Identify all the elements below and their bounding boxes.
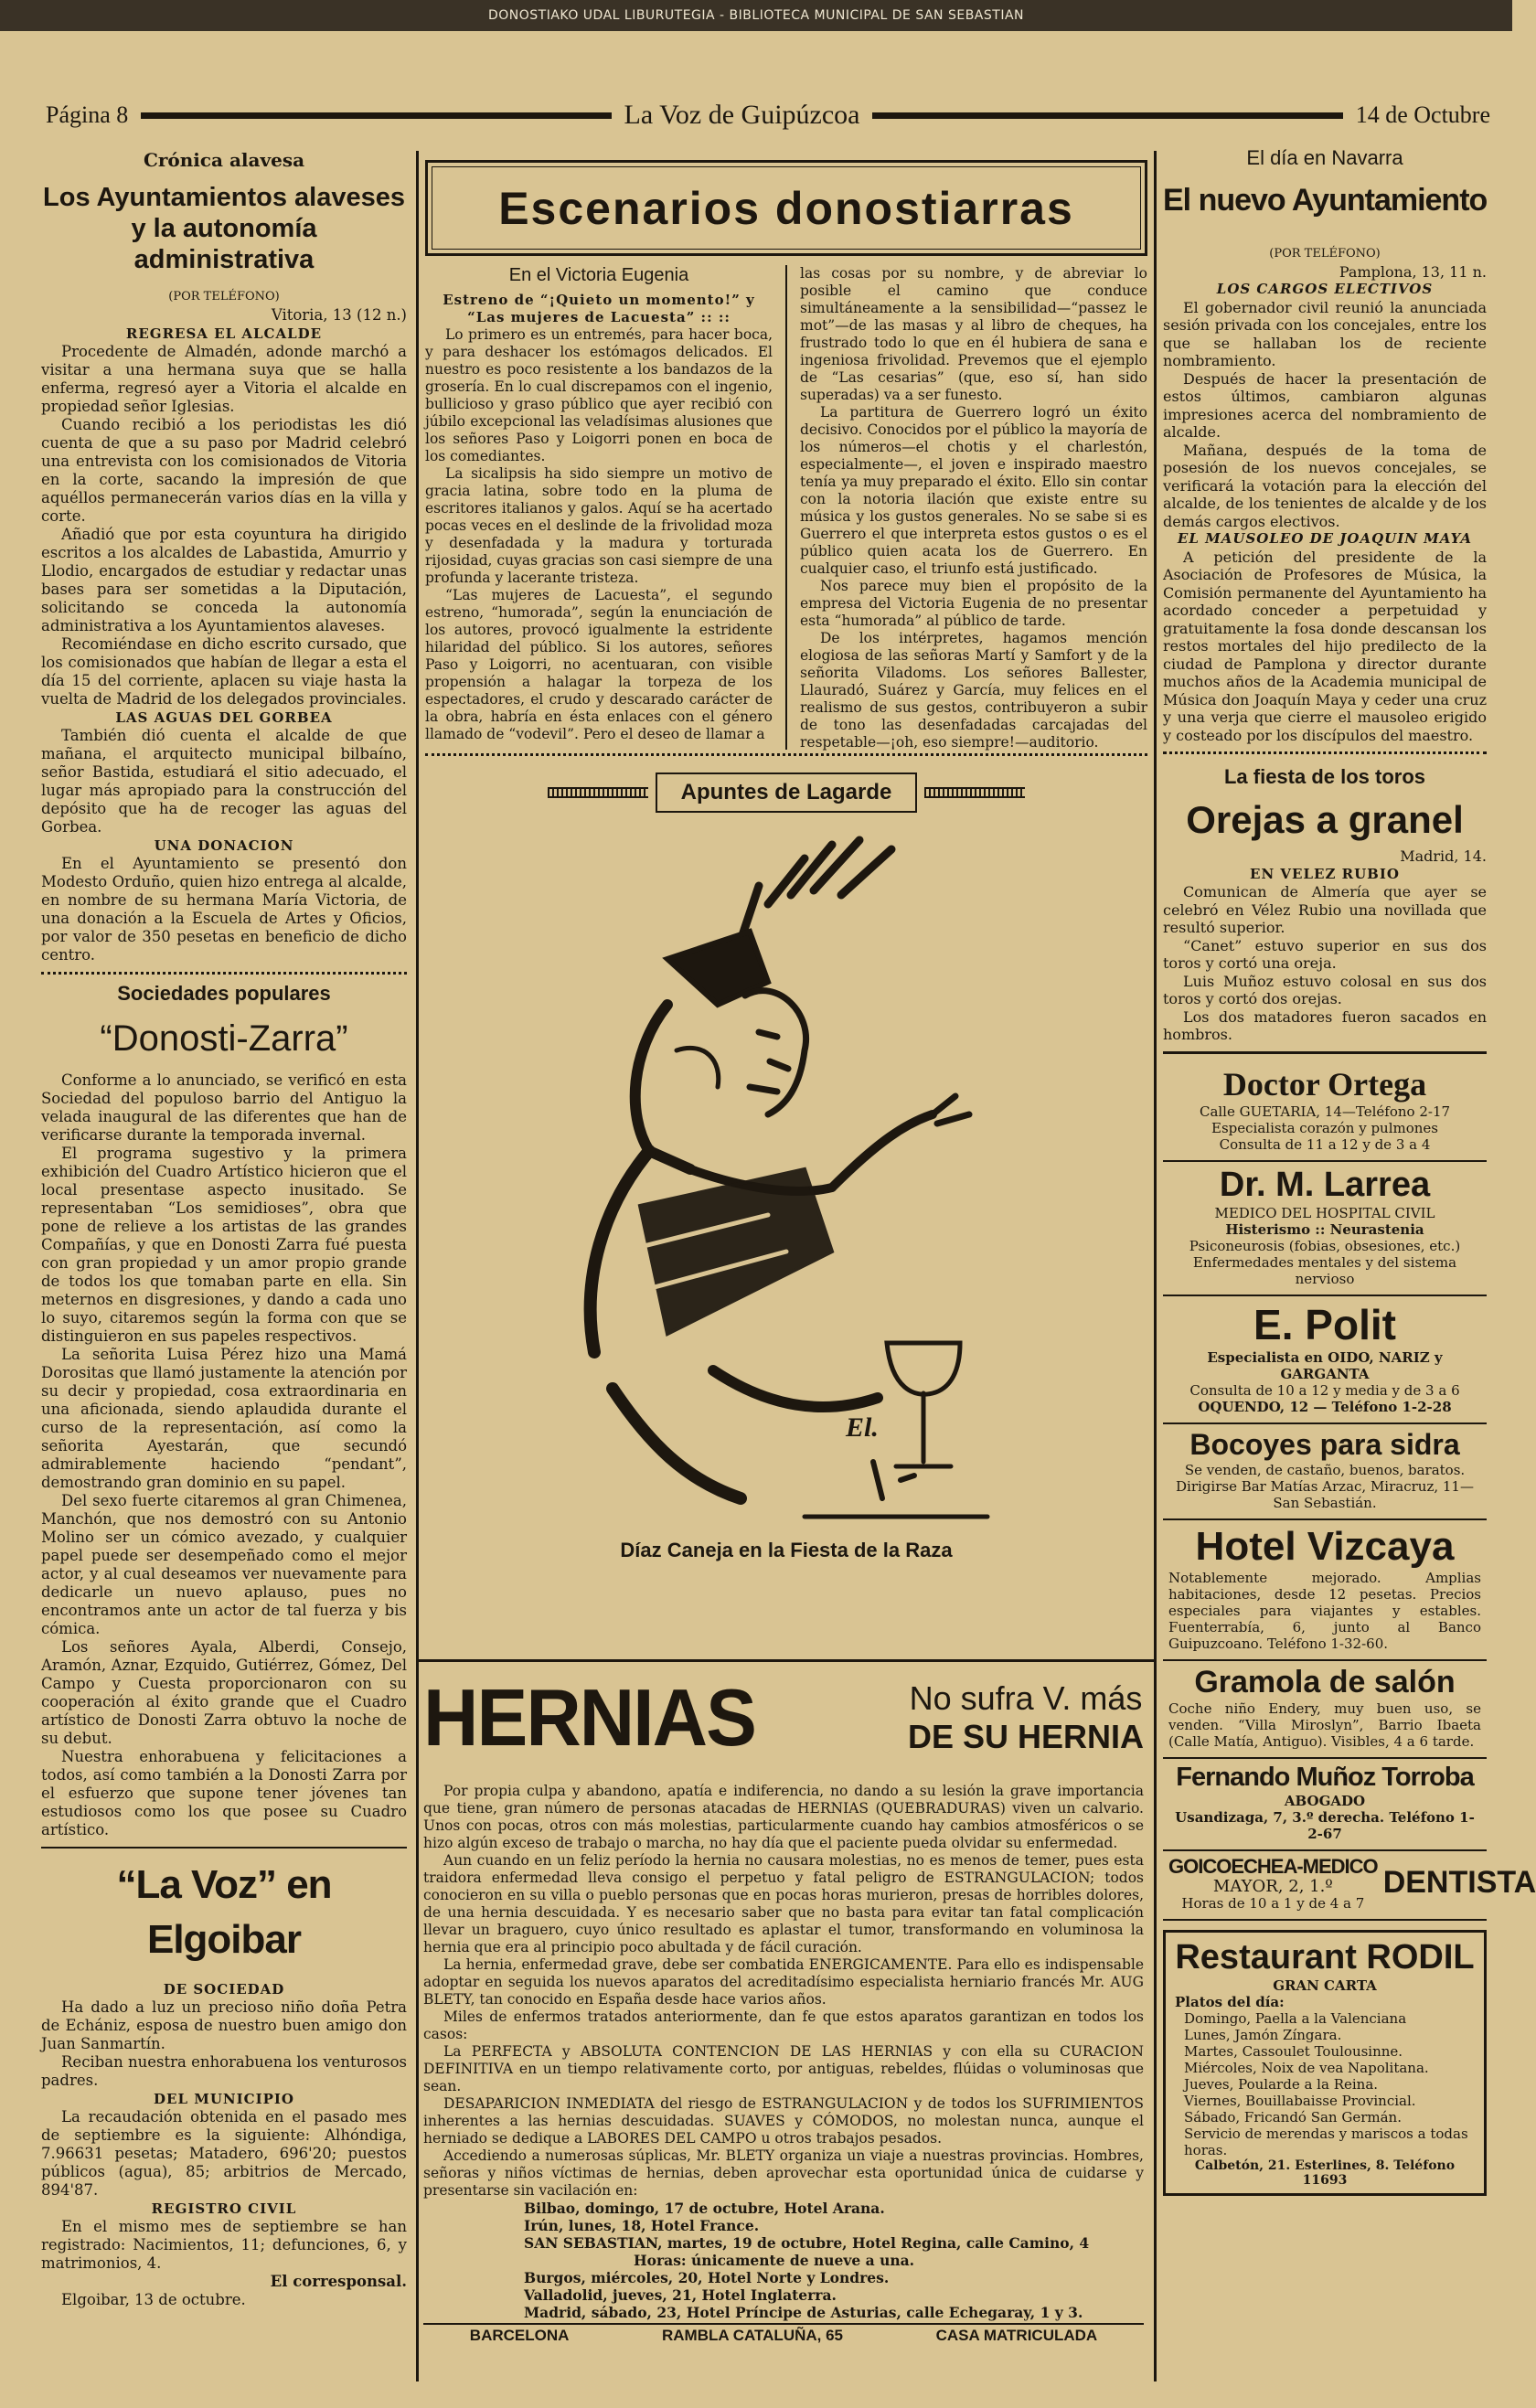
issue-date: 14 de Octubre [1355,101,1490,128]
ad-e-polit [1163,1296,1487,1424]
article-headline: “La Voz” en Elgoibar [116,1862,332,1962]
ad-line: Notablemente mejorado. Amplias habitaciones, desde 12 pesetas. Precios especiales para viajantes y estables. Fuenterrabía, 6, junto al Banco Guipuzcoano. Teléfono 1-32-60. [1168,1569,1481,1652]
subhead: Estreno de “¡Quieto un momento!” y “Las mujeres de Lacuesta” :: :: [443,292,755,325]
article-headline: Orejas a granel [1186,798,1464,841]
paragraph: Accediendo a numerosas súplicas, Mr. BLETY organiza un viaje a nuestras provincias. Hombres, señoras y niños víctimas de hernias, deben aprovechar esta oportunidad única de cuidarse y presentarse sin vacilación en: [423,2147,1144,2199]
menu-item: Miércoles, Noix de vea Napolitana. [1184,2059,1429,2076]
paragraph: El gobernador civil reunió la anunciada sesión privada con los concejales, entre los que se hallaban los de reciente nombramiento. [1163,298,1487,369]
ad-footer: RAMBLA CATALUÑA, 65 [662,2327,844,2344]
paragraph: Nuestra enhorabuena y felicitaciones a todos, así como también a la Donosti Zarra por el esfuerzo que supone tener jóvenes tan estudiosos como los que posee su Cuadro artístico. [41,1748,407,1838]
byline: (POR TELÉFONO) [168,290,280,304]
venue-line: Bilbao, domingo, 17 de octubre, Hotel Arana. [524,2200,885,2217]
paragraph: Por propia culpa y abandono, apatía e indiferencia, no dando a su lesión la grave importancia que tiene, gran número de personas atacadas de HERNIAS (QUEBRADURAS) viven un calvario. Unos con pocas, otros con más molestias, particularmente cuando hay cambios atmosféricos o se hizo algún exceso de trabajo o marcha, no hay día que el paciente pueda olvidar su enfermedad. [423,1783,1144,1851]
subhead: LOS CARGOS ELECTIVOS [1216,281,1434,297]
paragraph: Luis Muñoz estuvo colosal en sus dos toros y cortó dos orejas. [1163,972,1487,1007]
ad-bocoyes [1163,1424,1487,1520]
separator [41,1847,407,1849]
library-banner: DONOSTIAKO UDAL LIBURUTEGIA - BIBLIOTECA MUNICIPAL DE SAN SEBASTIAN [0,0,1512,31]
paragraph: Del sexo fuerte citaremos al gran Chimenea, Manchón, que nos demostró con su Antonio Molino ser un cómico avezado, y cualquier papel puede ser desempeñado como el mejor actor, y al cual deseamos ver nuevamente para dedicarle un nuevo aplauso, pues no encontramos ante un actor de tal fuerza y bis cómica. [41,1492,407,1637]
paragraph: las cosas por su nombre, y de abreviar lo posible el camino que conduce simultáneamente a la sensibilidad—“passez le mot”—de las masas y al libro de cheques, ha frustrado todo lo que en él hubiera de sana e ingeniosa frivolidad. Prevemos que el ejemplo de “Las cesarias” (que, eso sí, han sido superadas) va a ser funesto. [800,265,1147,403]
subhead: DEL MUNICIPIO [154,2091,294,2107]
paragraph: Comunican de Almería que ayer se celebró en Vélez Rubio una novillada que resultó superior. [1163,883,1487,936]
ad-line: MAYOR, 2, 1.º [1212,1876,1333,1896]
ad-line: Usandizaga, 7, 3.º derecha. Teléfono 1-2-67 [1175,1808,1475,1842]
dateline: Vitoria, 13 (12 n.) [271,306,407,324]
ad-line: Consulta de 11 a 12 y de 3 a 4 [1219,1135,1431,1153]
separator [1163,1051,1487,1054]
paragraph: Mañana, después de la toma de posesión de los nuevos concejales, se verificará la votación para la elección del alcalde, de los tenientes de alcalde y de los demás cargos electivos. [1163,441,1487,530]
subhead: REGISTRO CIVIL [151,2200,297,2217]
ad-line: GRAN CARTA [1273,1976,1377,1994]
paragraph: La sicalipsis ha sido siempre un motivo de gracia latina, sobre todo en la pluma de escritores italianos y galos. Aquí se ha acertado pocas veces en el deslinde de la frivolidad moza y desenfadada y la madura y torturada rijosidad, cuyas gracias son casi siempre de una profunda y lacerante tristeza. [425,465,773,586]
page-header [46,88,1490,143]
header-rule [141,112,611,119]
paragraph: La señorita Luisa Pérez hizo una Mamá Dorositas que llamó justamente la atención por su decir y propiedad, cosa extraordinaria en una aficionada, siendo aplaudida durante el curso de la representación, así como la señorita Ayestarán, que secundó admirablemente haciendo “pendant”, demostrando gran dominio en su papel. [41,1346,407,1491]
paragraph: Recomiéndase en dicho escrito cursado, que los comisionados que habían de llegar a esta el día 15 del corriente, aplacen su viaje hasta la vuelta de Madrid de los delegados provinciales. [41,635,407,708]
ad-headline: HERNIAS [423,1672,755,1763]
cartoon-signature: El. [846,1412,879,1443]
ad-hotel-vizcaya [1163,1520,1487,1661]
venue-line: Madrid, sábado, 23, Hotel Príncipe de Asturias, calle Echegaray, 1 y 3. [524,2304,1083,2321]
ad-restaurant-rodil [1163,1930,1487,2196]
paragraph: “Las mujeres de Lacuesta”, el segundo estreno, “humorada”, según la enunciación de los autores, provocó igualmente la estridente hilaridad del público. Si los autores, señores Paso y Loigorri, no acentuaran, con visible propensión a halagar la torpeza de los espectadores, el crudo y descarado carácter de la obra, habría en ésta enlaces con el género llamado de “vodevil”. Pero el deseo de llamar a [425,587,773,742]
menu-item: Martes, Cassoulet Toulousinne. [1184,2042,1403,2060]
menu-item: Jueves, Poularde a la Reina. [1184,2075,1379,2093]
subhead: UNA DONACION [154,837,294,854]
ad-footer: BARCELONA [469,2327,570,2344]
cartoon-block [425,772,1147,1641]
ad-name: E. Polit [1253,1300,1396,1348]
paragraph: La recaudación obtenida en el pasado mes de septiembre es la siguiente: Alhóndiga, 7.96631 pesetas; Matadero, 696'20; puestos públicos (agua), 85; arbitrios de Mercado, 894'87. [41,2108,407,2199]
paragraph: Después de hacer la presentación de estos últimos, cambiaron algunas impresiones acerca del nombramiento de alcalde. [1163,369,1487,441]
ad-line: Horas de 10 a 1 y de 4 a 7 [1181,1894,1365,1912]
ad-dentista [1163,1851,1536,1921]
ad-name: Dr. M. Larrea [1219,1165,1431,1204]
ad-doctor-ortega [1163,1061,1487,1162]
menu-item: Viernes, Bouillabaisse Provincial. [1184,2092,1416,2109]
ad-name: Restaurant RODIL [1175,1937,1475,1976]
paragraph: Procedente de Almadén, adonde marchó a visitar a una hermana suya que se halla enferma, regresó ayer a Vitoria el alcalde en propiedad señor Iglesias. [41,343,407,415]
venue-line: Horas: únicamente de nueve a una. [634,2252,915,2269]
article-subtitle: En el Victoria Eugenia [508,265,689,285]
ad-line: Psiconeurosis (fobias, obsesiones, etc.) Enfermedades mentales y del sistema nervioso [1189,1237,1461,1287]
cartoon-caption: Díaz Caneja en la Fiesta de la Raza [620,1539,953,1561]
separator [1163,751,1487,754]
section-banner [425,160,1147,256]
paragraph: En el Ayuntamiento se presentó don Modesto Orduño, quien hizo entrega al alcalde, en nombre de su hermana María Victoria, de una donación a la Escuela de Artes y Oficios, por valor de 350 pesetas en beneficio de dicho centro. [41,855,407,964]
ad-name: GOICOECHEA-MEDICO [1168,1854,1378,1878]
ad-footer: CASA MATRICULADA [935,2327,1098,2344]
ad-line: Platos del día: [1175,1993,1285,2010]
paragraph: De los intérpretes, hagamos mención elogiosa de las señoras Martí y Samfort y de la señorita Viladoms. Los señores Ballester, Llauradó, Suárez y García, muy felices en el realismo de sus gestos, contribuyeron a subir de tono las desenfadadas carcajadas del respetable—¡oh, eso siempre!—auditorio. [800,630,1147,751]
subhead: REGRESA EL ALCALDE [125,325,323,342]
ad-line: Se venden, de castaño, buenos, baratos. [1184,1461,1466,1478]
paragraph: Aun cuando en un feliz período la hernia no causara molestias, no es menos de temer, pues esta traidora enfermedad lleva consigo el perpetuo y fatal peligro de ESTRANGULACION; todos conocieron en su villa o pueblo personas que en pocas horas murieron, presas de horribles dolores, de una hernia descuidada. Y es necesario saber que no basta para evitar tan fatal complicación llevar un braguero, cuyo único resultado es aplastar el tumor, transformando en voluminosa la hernia que era al principio poco abultada y de fácil curación. [423,1852,1144,1955]
dateline: Pamplona, 13, 11 n. [1339,262,1487,281]
ad-name: Fernando Muñoz Torroba [1176,1762,1474,1792]
menu-item: Lunes, Jamón Zíngara. [1184,2026,1342,2043]
ad-line: Especialista corazón y pulmones [1211,1119,1438,1136]
section-kicker: Crónica alavesa [143,149,305,171]
ad-line: Dirigirse Bar Matías Arzac, Miracruz, 11—San Sebastián. [1176,1477,1474,1511]
paragraph: Cuando recibió a los periodistas les dió cuenta de que a su paso por Madrid celebró una entrevista con los comisionados de Vitoria en la corte, sacando la impresión de que aquéllos permanecerán varios días en la villa y corte. [41,416,407,525]
right-column [1163,146,1536,2386]
paragraph: Los señores Ayala, Alberdi, Consejo, Aramón, Aznar, Ezquido, Gutiérrez, Gómez, Del Campo y Cuesta proporcionaron con su cooperación al éxito grande que el Cuadro artístico de Donosti Zarra obtuvo la noche de su debut. [41,1638,407,1747]
byline: (POR TELÉFONO) [1269,247,1381,261]
venue-line: Irún, lunes, 18, Hotel France. [524,2217,760,2234]
menu-item: Domingo, Paella a la Valenciana [1184,2009,1407,2027]
ad-line: ABOGADO [1284,1792,1366,1809]
paragraph: La partitura de Guerrero logró un éxito decisivo. Conocidos por el público la mayoría de los números—el chotis y el charlestón, especialmente—, el joven e inspirado maestro tenía ya muy preparado el éxito. Ello sin contar con la notoria ilación que existe entre su música y los gustos generales. No se sabe si es Guerrero el que interpreta estos gustos o es el público quien acata los de Guerrero. En cualquier caso, el triunfo está justificado. [800,404,1147,577]
page-number: Página 8 [46,101,129,128]
subhead: EL MAUSOLEO DE JOAQUIN MAYA [1177,530,1473,547]
section-kicker: El día en Navarra [1246,146,1403,169]
cartoon-title: Apuntes de Lagarde [656,772,918,813]
separator [41,972,407,975]
ad-name: Bocoyes para sidra [1189,1427,1460,1461]
menu-item: Servicio de merendas y mariscos a todas horas. [1184,2125,1468,2158]
left-column [41,151,407,2381]
paragraph: En el mismo mes de septiembre se han registrado: Nacimientos, 11; defunciones, 6, y matrimonios, 4. [41,2218,407,2272]
paragraph: Reciban nuestra enhorabuena los venturosos padres. [41,2053,407,2089]
paragraph: Los dos matadores fueron sacados en hombros. [1163,1007,1487,1043]
paragraph: Nos parece muy bien el propósito de la empresa del Victoria Eugenia de no presentar esta “humorada” al público de tarde. [800,578,1147,629]
paragraph: Ha dado a luz un precioso niño doña Petra de Echániz, esposa de nuestro buen amigo don Juan Sanmartín. [41,1998,407,2052]
article-headline: “Donosti-Zarra” [100,1018,348,1059]
newspaper-name: La Voz de Guipúzcoa [624,100,860,130]
signature: El corresponsal. [270,2273,407,2290]
venue-line: Valladolid, jueves, 21, Hotel Inglaterra. [524,2286,837,2304]
paragraph: Miles de enfermos tratados anteriormente, dan fe que estos aparatos garantizan en todos los casos: [423,2008,1144,2042]
ad-line: MEDICO DEL HOSPITAL CIVIL [1214,1204,1435,1221]
ad-name: Hotel Vizcaya [1195,1523,1455,1569]
hernias-ad [416,1659,1155,2381]
ad-name: Doctor Ortega [1222,1065,1427,1103]
venue-line: SAN SEBASTIAN, martes, 19 de octubre, Hotel Regina, calle Camino, 4 [524,2234,1090,2252]
venue-line: Burgos, miércoles, 20, Hotel Norte y Londres. [524,2269,890,2286]
separator [425,753,1147,756]
paragraph: El programa sugestivo y la primera exhibición del Cuadro Artístico hicieron que el local presentase aspecto inusitado. Se representaban “Los semidioses”, obra que pone de relieve a los artistas de las grandes Compañías, y que en Donosti Zarra fué puesta con gran propiedad y un amor propio grande de todos los que tomaban parte en ella. Sin meternos en disgresiones, y dando a cada uno lo suyo, citaremos según la forma con que se distinguieron en sus papeles respectivos. [41,1145,407,1345]
dateline: Madrid, 14. [1400,847,1487,865]
ad-tagline: DE SU HERNIA [907,1718,1144,1755]
section-kicker: Sociedades populares [117,982,331,1005]
paragraph: A petición del presidente de la Asociación de Profesores de Música, la Comisión permanente del Ayuntamiento ha acordado conceder a perpetuidad y gratuitamente la fosa donde descansan los restos mortales del hijo predilecto de la ciudad de Pamplona y director durante muchos años de la Academia municipal de Música don Joaquín Maya y ceder una cruz y una verja que cierre el mausoleo erigido y costeado por los discípulos del maestro. [1163,548,1487,744]
ad-line: Especialista en OIDO, NARIZ y GARGANTA [1207,1348,1443,1382]
ad-line: OQUENDO, 12 — Teléfono 1-2-28 [1198,1398,1452,1415]
article-headline: El nuevo Ayuntamiento [1163,183,1488,218]
paragraph: “Canet” estuvo superior en sus dos toros y cortó una oreja. [1163,936,1487,972]
menu-item: Sábado, Fricandó San Germán. [1184,2108,1402,2126]
ad-line: Calle GUETARIA, 14—Teléfono 2-17 [1199,1103,1451,1120]
paragraph: Añadió que por esta coyuntura ha dirigido escritos a los alcaldes de Labastida, Amurrio y Llodio, encargados de estudiar y redactar unas bases para ser sometidas a la Diputación, solicitando se conceda la autonomía administrativa a los Ayuntamientos alaveses. [41,526,407,634]
subhead: LAS AGUAS DEL GORBEA [115,709,333,726]
header-rule [872,112,1342,119]
ad-dr-larrea [1163,1162,1487,1296]
ad-gramola [1163,1661,1487,1759]
paragraph: Lo primero es un entremés, para hacer boca, y para deshacer los estómagos delicados. El nuestro es poco resistente a los bandazos de la grosería. En lo cual discrepamos con el ingenio, bullicioso y graso público que ayer recibió con júbilo excepcional las veladísimas alusiones que los señores Paso y Loigorri ponen en boca de los comediantes. [425,326,773,464]
ad-tagline: No sufra V. más [909,1679,1143,1717]
theatre-review [425,265,1147,750]
menu-list [1175,2010,1475,2158]
ad-line: Histerismo :: Neurastenia [1225,1220,1424,1238]
ad-fernando-munoz [1163,1759,1487,1851]
paragraph: También dió cuenta el alcalde de que mañana, el arquitecto municipal bilbaíno, señor Bastida, estudiará el sitio adecuado, el lugar más apropiado para la construcción del depósito que ha de recoger las aguas del Gorbea. [41,727,407,836]
ad-line: Calbetón, 21. Esterlines, 8. Teléfono 11693 [1194,2158,1456,2188]
paragraph: La PERFECTA y ABSOLUTA CONTENCION DE LAS HERNIAS y con ella su CURACION DEFINITIVA en un tiempo relativamente corto, por antiguas, rebeldes, flúidas o voluminosas que sean. [423,2043,1144,2094]
dateline: Elgoibar, 13 de octubre. [61,2291,246,2308]
ad-line: Coche niño Endery, muy buen uso, se venden. “Villa Miroslyn”, Barrio Ibaeta (Calle Matía, Antiguo). Visibles, 4 a 6 tarde. [1168,1699,1481,1750]
subhead: DE SOCIEDAD [163,1981,285,1998]
section-title: Escenarios donostiarras [498,182,1074,234]
paragraph: Conforme a lo anunciado, se verificó en esta Sociedad del populoso barrio del Antiguo la velada inaugural de las diferentes que han de verificarse durante la temporada invernal. [41,1071,407,1144]
article-headline: Los Ayuntamientos alaveses y la autonomía administrativa [43,183,405,274]
caricature-drawing [530,822,1042,1535]
section-kicker: La fiesta de los toros [1223,765,1426,788]
ad-subtitle: DENTISTA [1382,1865,1536,1900]
subhead: EN VELEZ RUBIO [1250,865,1400,882]
paragraph: La hernia, enfermedad grave, debe ser combatida ENERGICAMENTE. Para ello es indispensable adoptar en seguida los nuevos aparatos del acreditadísimo especialista herniario francés Mr. AUG BLETY, tan conocido en España desde hace varios años. [423,1956,1144,2008]
ad-line: Consulta de 10 a 12 y media y de 3 a 6 [1189,1381,1460,1399]
paragraph: DESAPARICION INMEDIATA del riesgo de ESTRANGULACION y de todos los SUFRIMIENTOS inherentes a las hernias descuidadas. SUAVES y CÓMODOS, no molestan nunca, aunque el herniado se dedique a LABORES DEL CAMPO u otros trabajos pesados. [423,2095,1144,2147]
ad-name: Gramola de salón [1194,1664,1456,1699]
